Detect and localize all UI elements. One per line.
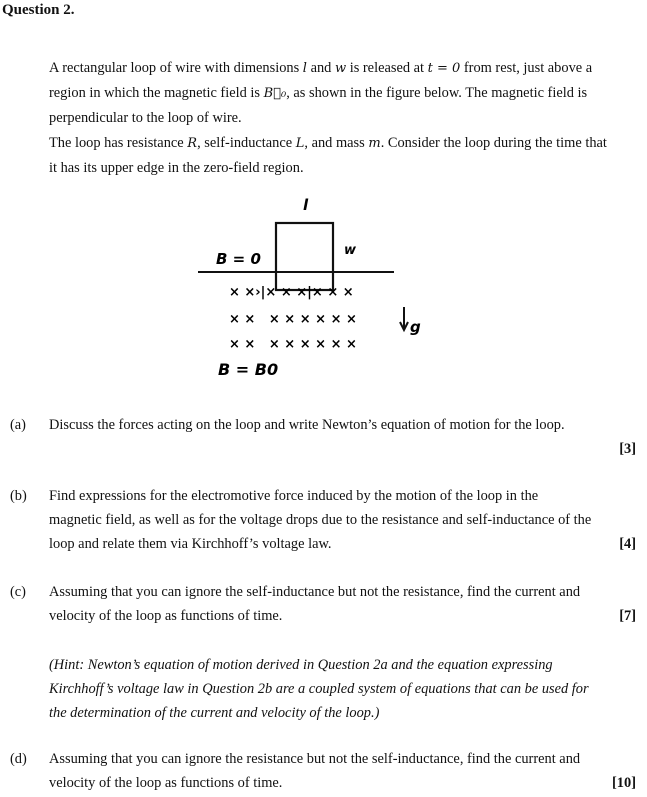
wire-loop (276, 223, 333, 290)
part-c-text: Assuming that you can ignore the self-inductance but not the resistance, find the current and velocity of the loop as functions of time. (49, 584, 581, 624)
part-d (10, 747, 645, 797)
symbol-t0: t = 0 (427, 61, 461, 76)
field-row-3: × × × × × × × × (229, 337, 357, 352)
label-g: g (410, 318, 421, 336)
symbol-l: l (302, 61, 307, 76)
symbol-B0: B⃗₀ (263, 86, 287, 101)
part-a (10, 413, 645, 463)
field-row-2: × × × × × × × × (229, 312, 357, 327)
hint-text: (Hint: Newton’s equation of motion derived in Question 2a and the equation expressing Kirchhoff’s voltage law in Question 2b are a coupled system of equations that can be used for the determination of the current and velocity of the loop.) (49, 657, 589, 721)
part-d-marks: [10] (612, 775, 636, 791)
symbol-L: L (295, 136, 305, 151)
label-l: l (303, 196, 309, 214)
part-a-text: Discuss the forces acting on the loop and write Newton’s equation of motion for the loop. (49, 417, 565, 433)
part-b-marks: [4] (619, 536, 636, 552)
label-B-B0: B = B0 (218, 360, 279, 379)
field-row-1: × ×›|× × ×|× × × (229, 285, 354, 300)
symbol-m: m (368, 136, 381, 151)
loop-figure (196, 192, 426, 392)
label-w: w (344, 243, 357, 258)
part-b-label: (b) (10, 488, 27, 504)
question-title: Question 2. (2, 2, 75, 18)
part-d-text: Assuming that you can ignore the resistance but not the self-inductance, find the current and velocity of the loop as functions of time. (49, 751, 581, 791)
part-b (10, 484, 645, 559)
question-intro (49, 56, 609, 181)
intro-paragraph-1: A rectangular loop of wire with dimensions l and w is released at t = 0 from rest, just above a region in which the magnetic field is B⃗₀, as shown in the figure below. The magnetic field is perpendicular to the loop of wire. (49, 60, 593, 126)
part-b-text: Find expressions for the electromotive force induced by the motion of the loop in the magnetic field, as well as for the voltage drops due to the resistance and self-inductance of the loop and relate them via Kirchhoff’s voltage law. (49, 488, 592, 552)
part-a-label: (a) (10, 417, 26, 433)
symbol-w: w (334, 61, 347, 76)
symbol-R: R (187, 136, 198, 151)
part-d-label: (d) (10, 751, 27, 767)
label-B-zero: B = 0 (216, 250, 261, 268)
part-c-label: (c) (10, 584, 26, 600)
part-c (10, 580, 645, 630)
intro-paragraph-2: The loop has resistance R, self-inductance L, and mass m. Consider the loop during the time that it has its upper edge in the zero-field region. (49, 135, 607, 176)
part-c-marks: [7] (619, 608, 636, 624)
part-a-marks: [3] (619, 441, 636, 457)
